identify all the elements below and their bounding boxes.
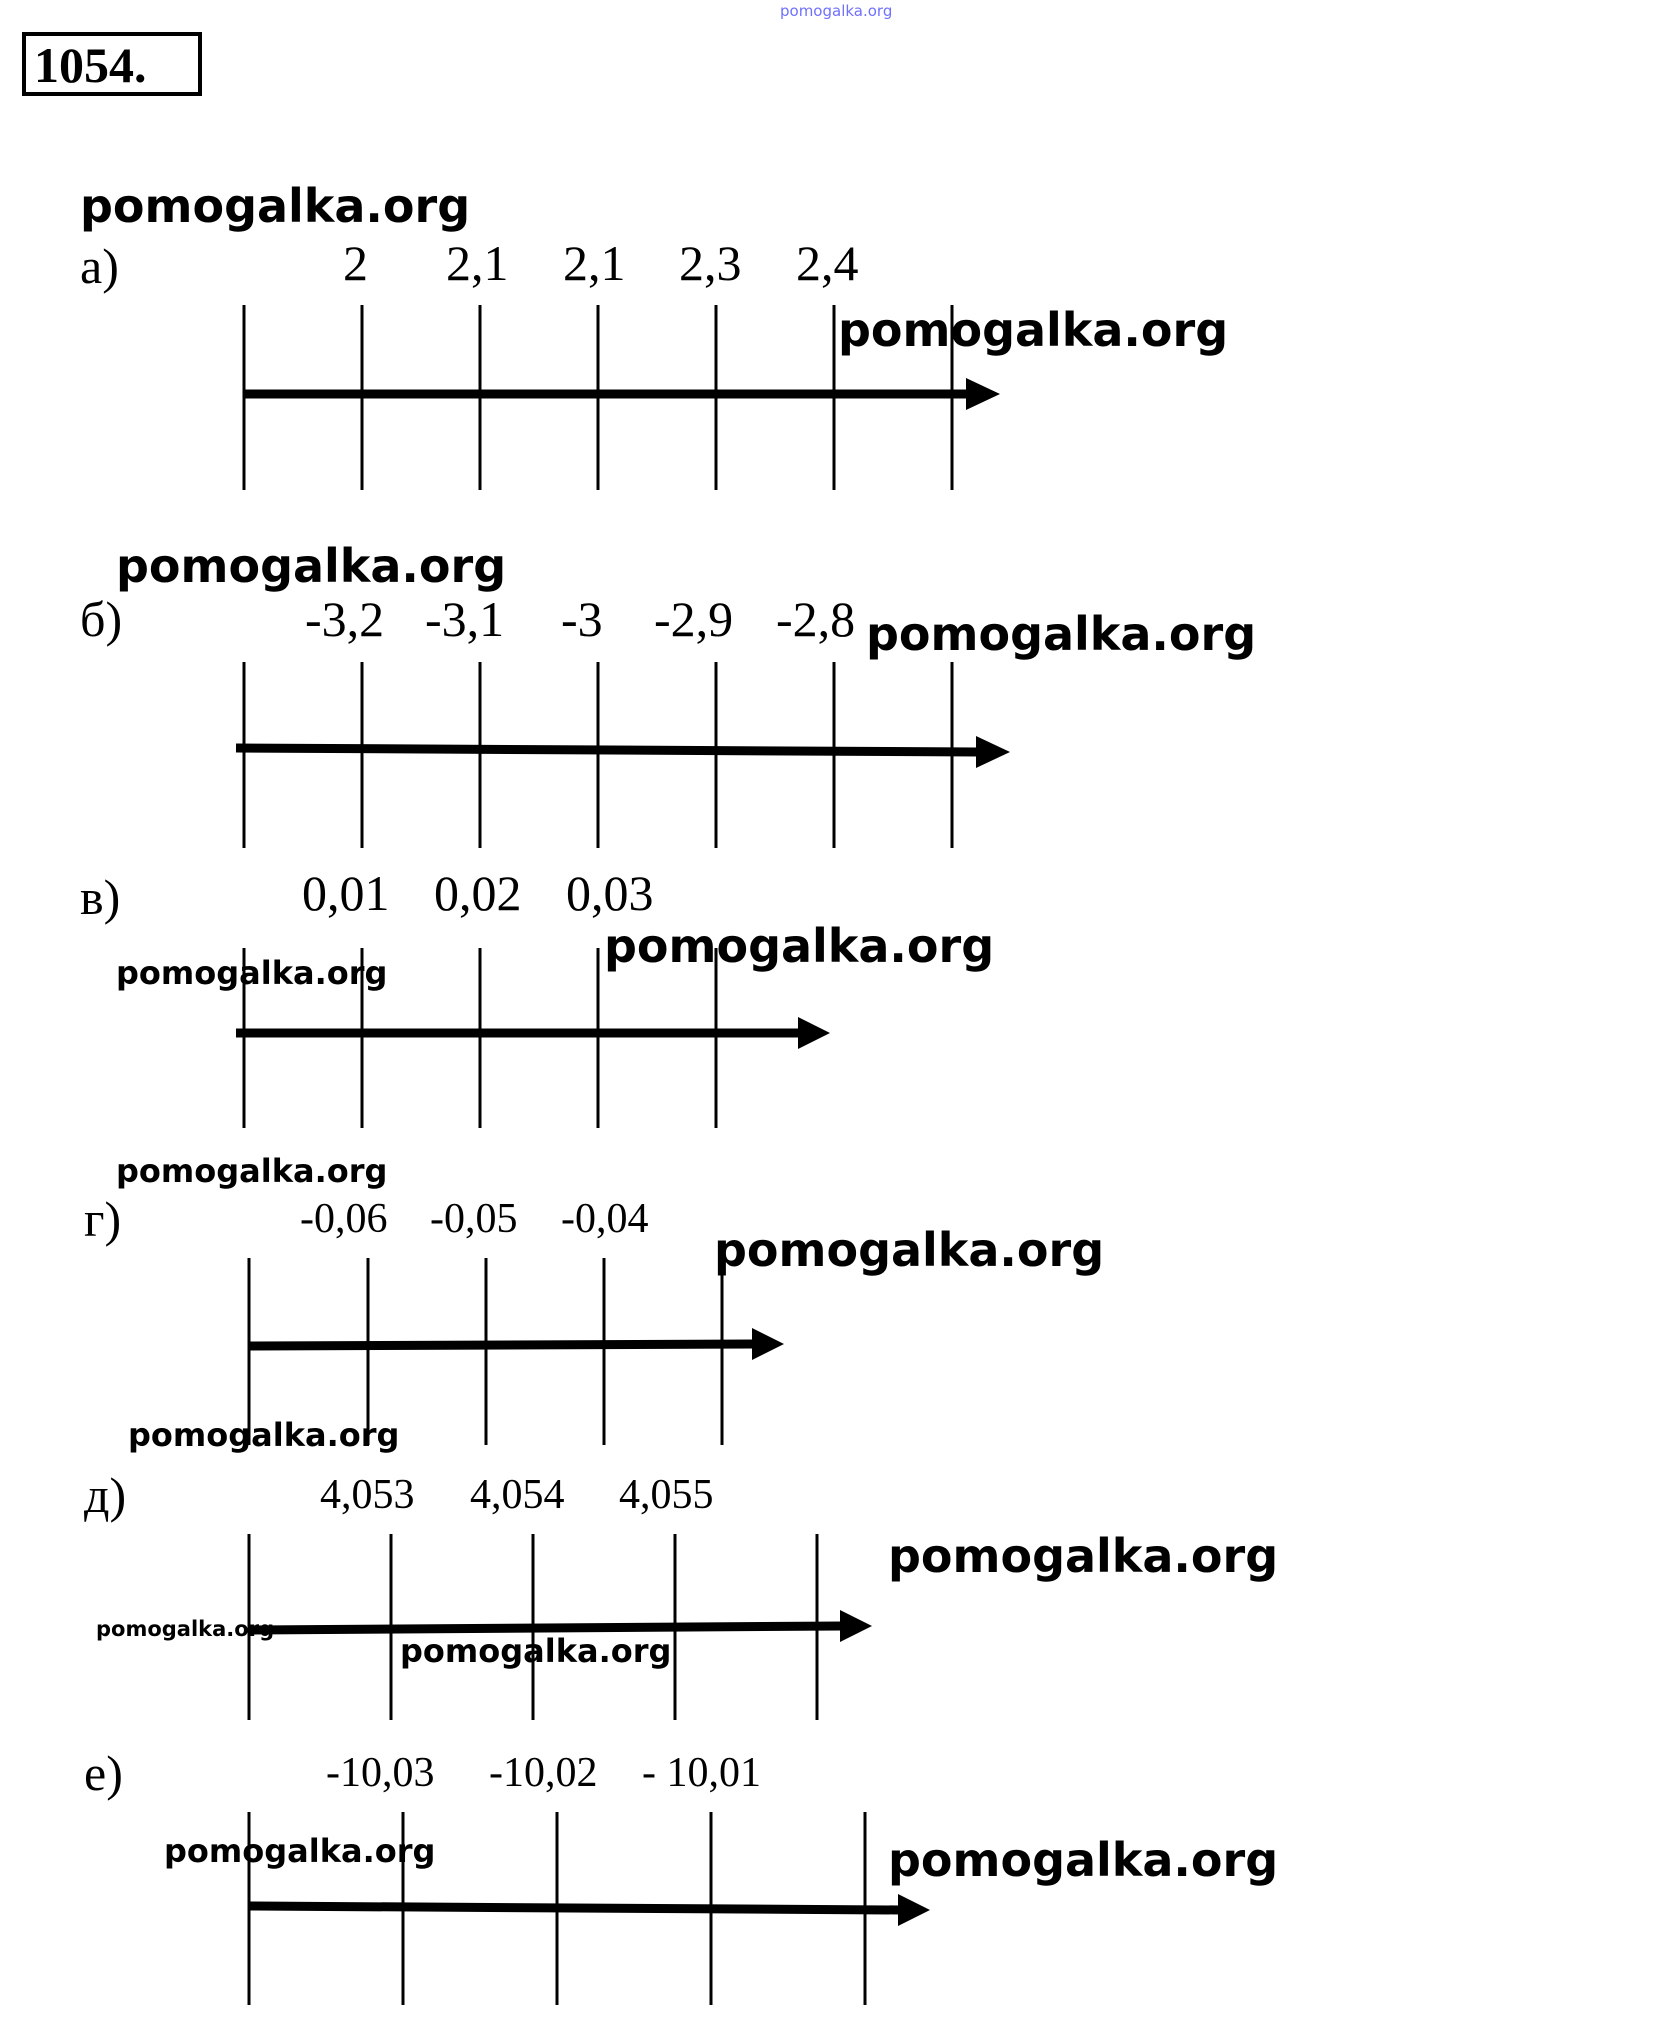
tick-label: 4,055 <box>619 1472 714 1518</box>
part-letter: а) <box>80 238 119 294</box>
watermark: pomogalka.org <box>888 1833 1279 1887</box>
number-line <box>236 662 1010 848</box>
number-line <box>249 1534 872 1720</box>
tick-label: -2,9 <box>654 591 734 647</box>
tick-label: -0,04 <box>561 1196 649 1242</box>
tick-label: -3,2 <box>305 591 385 647</box>
axis-line <box>236 748 978 752</box>
axis-arrow <box>976 736 1010 768</box>
watermark: pomogalka.org <box>604 919 995 973</box>
part-e <box>84 1745 1278 2005</box>
part-letter: в) <box>80 869 121 925</box>
axis-arrow <box>898 1894 930 1926</box>
watermark: pomogalka.org <box>116 954 388 992</box>
exercise-number-text: 1054. <box>34 37 147 93</box>
part-v <box>80 865 994 1128</box>
tick-label: 0,03 <box>566 865 654 921</box>
axis-arrow <box>840 1610 872 1642</box>
watermark: pomogalka.org <box>400 1632 672 1670</box>
axis-arrow <box>752 1328 784 1360</box>
part-g <box>84 1152 1104 1454</box>
watermark: pomogalka.org <box>96 1617 275 1641</box>
tick-label: 2,1 <box>563 235 626 291</box>
tick-label: 0,02 <box>434 865 522 921</box>
part-letter: е) <box>84 1745 123 1801</box>
part-letter: г) <box>84 1191 122 1247</box>
axis-arrow <box>798 1017 830 1049</box>
axis-line <box>249 1344 754 1346</box>
watermark: pomogalka.org <box>116 539 507 593</box>
tick-label: -10,03 <box>326 1750 435 1796</box>
axis-arrow <box>966 378 1000 410</box>
part-b <box>80 539 1256 848</box>
tick-label: 2,3 <box>679 235 742 291</box>
watermark-top: pomogalka.org <box>780 2 893 20</box>
watermark: pomogalka.org <box>80 179 471 233</box>
tick-label: - 10,01 <box>642 1750 761 1796</box>
watermark: pomogalka.org <box>128 1416 400 1454</box>
tick-label: 4,054 <box>470 1472 565 1518</box>
exercise-number <box>24 34 200 94</box>
tick-label: -10,02 <box>489 1750 598 1796</box>
watermark: pomogalka.org <box>164 1832 436 1870</box>
watermark: pomogalka.org <box>116 1152 388 1190</box>
watermark: pomogalka.org <box>838 303 1229 357</box>
watermark: pomogalka.org <box>866 607 1257 661</box>
tick-label: 0,01 <box>302 865 390 921</box>
part-a <box>80 179 1228 490</box>
part-letter: д) <box>84 1467 127 1523</box>
tick-label: -3 <box>561 591 603 647</box>
tick-label: 2,1 <box>446 235 509 291</box>
tick-label: -2,8 <box>776 591 856 647</box>
watermark: pomogalka.org <box>888 1529 1279 1583</box>
axis-line <box>249 1626 842 1630</box>
tick-label: 2 <box>343 235 368 291</box>
part-letter: б) <box>80 591 123 647</box>
tick-label: -0,06 <box>300 1196 388 1242</box>
tick-label: -0,05 <box>430 1196 518 1242</box>
watermark: pomogalka.org <box>714 1223 1105 1277</box>
axis-line <box>249 1906 900 1910</box>
part-d <box>84 1467 1278 1720</box>
tick-label: 2,4 <box>796 235 859 291</box>
tick-label: -3,1 <box>425 591 505 647</box>
tick-label: 4,053 <box>320 1472 415 1518</box>
